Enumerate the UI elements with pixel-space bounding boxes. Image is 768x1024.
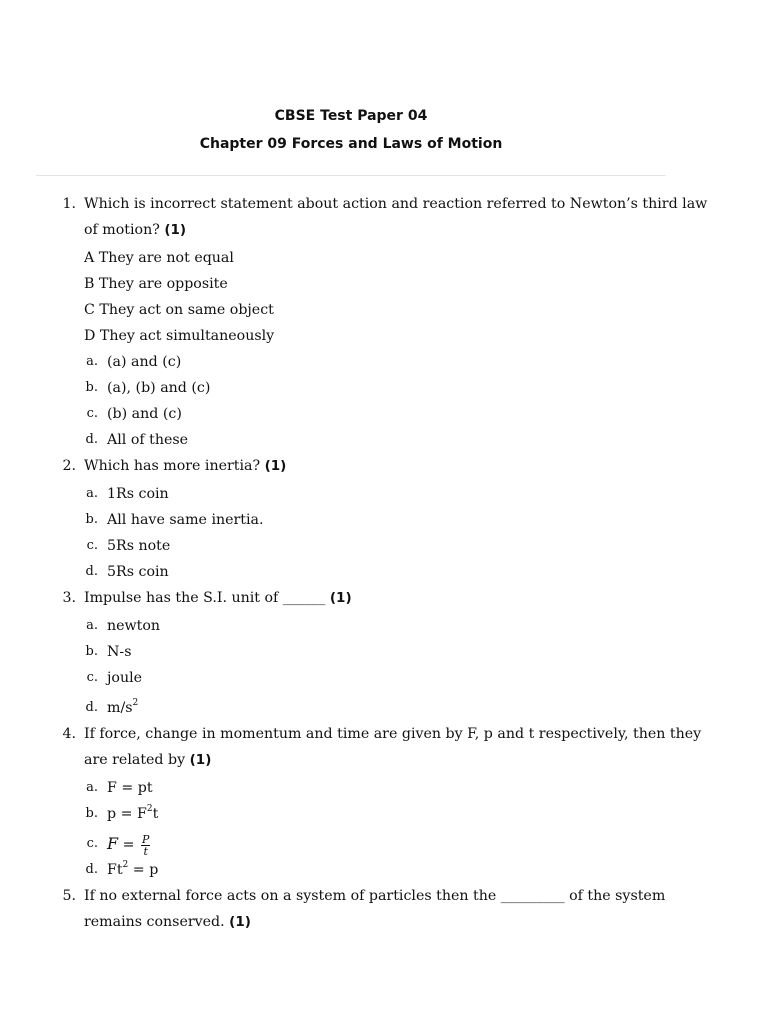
question-4-continued (0, 749, 768, 775)
question-text: remains conserved. (84, 914, 225, 930)
option-item (0, 693, 768, 723)
option-text: (a), (b) and (c) (107, 380, 211, 396)
question-text: of motion? (84, 222, 160, 238)
option-item (0, 641, 768, 667)
option-text: F = pt (107, 780, 153, 796)
question-text: Impulse has the S.I. unit of ______ (84, 590, 326, 606)
option-text: 1Rs coin (107, 486, 169, 502)
statement-item: A They are not equal (84, 250, 234, 266)
option-item (0, 403, 768, 429)
question-text: Which is incorrect statement about action and reaction referred to Newton’s third law (84, 196, 708, 212)
statement-item: C They act on same object (84, 302, 274, 318)
question-marks: (1) (189, 752, 212, 768)
question-5 (0, 885, 768, 911)
option-letter: a. (86, 486, 98, 501)
option-item (0, 777, 768, 803)
option-item (0, 615, 768, 641)
question-1-continued (0, 219, 768, 245)
question-text: Which has more inertia? (84, 458, 261, 474)
question-marks: (1) (229, 914, 251, 930)
option-letter: a. (86, 780, 98, 795)
formula-equals: = (118, 837, 140, 853)
formula (107, 829, 150, 860)
option-item (0, 377, 768, 403)
page-title: CBSE Test Paper 04 (274, 108, 428, 124)
question-number: 2. (62, 458, 76, 474)
option-item (0, 535, 768, 561)
option-letter: c. (86, 406, 98, 421)
question-text: If force, change in momentum and time are given by F, p and t respectively, then they (84, 726, 702, 742)
option-text: 5Rs coin (107, 564, 169, 580)
superscript: 2 (146, 804, 153, 815)
header-divider (36, 175, 666, 176)
option-item (0, 803, 768, 829)
option-letter: b. (85, 806, 98, 821)
fraction (141, 834, 150, 857)
option-text: p = F (107, 806, 147, 822)
option-letter: d. (85, 862, 98, 877)
option-letter: a. (86, 354, 98, 369)
question-marks: (1) (329, 590, 352, 606)
option-text: joule (107, 670, 143, 686)
statement-item: D They act simultaneously (84, 328, 275, 344)
statement-item: B They are opposite (84, 276, 228, 292)
fraction-denominator: t (143, 844, 148, 858)
option-text: newton (107, 618, 161, 634)
option-text: N-s (107, 644, 132, 660)
option-text: Ft (107, 862, 123, 878)
option-letter: c. (86, 538, 98, 553)
question-5-continued (0, 911, 768, 937)
question-number: 1. (62, 196, 76, 212)
question-list (0, 193, 768, 937)
question-3 (0, 587, 768, 613)
formula-lhs: F (107, 834, 119, 853)
question-number: 5. (62, 888, 76, 904)
option-item (0, 829, 768, 859)
option-text: t (152, 806, 159, 822)
question-text: are related by (84, 752, 186, 768)
fraction-numerator: P (142, 832, 150, 846)
option-letter: b. (85, 380, 98, 395)
question-number: 4. (62, 726, 76, 742)
option-item (0, 667, 768, 693)
question-text: If no external force acts on a system of particles then the _________ of the system (84, 888, 666, 904)
option-letter: c. (86, 836, 98, 851)
option-item (0, 509, 768, 535)
question-marks: (1) (264, 458, 287, 474)
question-number: 3. (62, 590, 76, 606)
option-text: m/s (107, 700, 133, 716)
option-item (0, 429, 768, 455)
question-marks: (1) (164, 222, 187, 238)
question-4 (0, 723, 768, 749)
option-item (0, 561, 768, 587)
option-letter: d. (85, 432, 98, 447)
option-letter: d. (85, 564, 98, 579)
option-text: = p (128, 862, 159, 878)
option-text: All have same inertia. (107, 512, 264, 528)
option-item (0, 859, 768, 885)
option-letter: a. (86, 618, 98, 633)
superscript: 2 (122, 860, 129, 871)
option-letter: d. (85, 700, 98, 715)
question-2 (0, 455, 768, 481)
option-letter: b. (85, 644, 98, 659)
option-item (0, 351, 768, 377)
chapter-subtitle: Chapter 09 Forces and Laws of Motion (199, 136, 503, 152)
option-text: (a) and (c) (107, 354, 182, 370)
option-text: All of these (107, 432, 189, 448)
superscript: 2 (132, 698, 139, 709)
option-text: 5Rs note (107, 538, 171, 554)
question-1 (0, 193, 768, 219)
option-text: (b) and (c) (107, 406, 182, 422)
option-letter: b. (85, 512, 98, 527)
option-letter: c. (86, 670, 98, 685)
option-item (0, 483, 768, 509)
